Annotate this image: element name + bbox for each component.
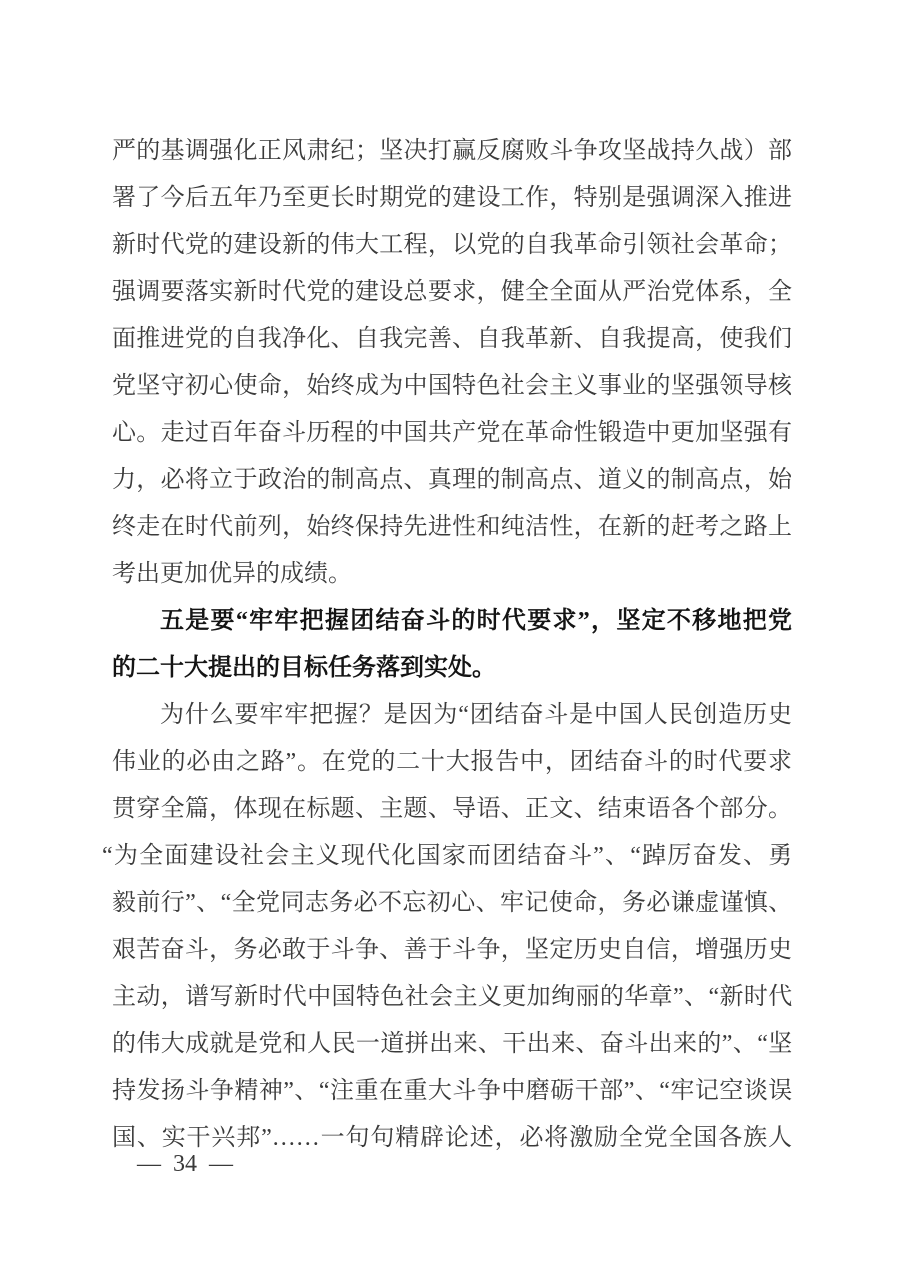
heading-line: 五是要“牢牢把握团结奋斗的时代要求”，坚定不移地把党: [160, 608, 792, 634]
text-line: 新时代党的建设新的伟大工程，以党的自我革命引领社会革命；: [112, 232, 792, 258]
text-line: 的伟大成就是党和人民一道拼出来、干出来、奋斗出来的”、“坚: [112, 1031, 792, 1057]
text-line: 终走在时代前列，始终保持先进性和纯洁性，在新的赶考之路上: [112, 514, 792, 540]
text-line: 面推进党的自我净化、自我完善、自我革新、自我提高，使我们: [112, 326, 792, 352]
text-line: 主动，谱写新时代中国特色社会主义更加绚丽的华章”、“新时代: [112, 984, 792, 1010]
text-line: 持发扬斗争精神”、“注重在重大斗争中磨砺干部”、“牢记空谈误: [112, 1078, 792, 1104]
text-line: 心。走过百年奋斗历程的中国共产党在革命性锻造中更加坚强有: [112, 420, 792, 446]
text-line: 艰苦奋斗，务必敢于斗争、善于斗争，坚定历史自信，增强历史: [112, 937, 792, 963]
text-line: 贯穿全篇，体现在标题、主题、导语、正文、结束语各个部分。: [112, 796, 792, 822]
text-line: 党坚守初心使命，始终成为中国特色社会主义事业的坚强领导核: [112, 373, 792, 399]
footer-left-dash: —: [137, 1151, 161, 1177]
page-number: 34: [173, 1151, 197, 1177]
heading-line: 的二十大提出的目标任务落到实处。: [112, 655, 496, 681]
text-line: 力，必将立于政治的制高点、真理的制高点、道义的制高点，始: [112, 467, 792, 493]
text-block: [102, 128, 792, 1162]
text-line: 严的基调强化正风肃纪；坚决打赢反腐败斗争攻坚战持久战）部: [112, 138, 792, 164]
page-footer: [137, 1149, 233, 1179]
text-line: 署了今后五年乃至更长时期党的建设工作，特别是强调深入推进: [112, 185, 792, 211]
text-line: 为什么要牢牢把握？是因为“团结奋斗是中国人民创造历史: [160, 702, 792, 728]
text-line: “为全面建设社会主义现代化国家而团结奋斗”、“踔厉奋发、勇: [102, 843, 792, 869]
text-line: 毅前行”、“全党同志务必不忘初心、牢记使命，务必谦虚谨慎、: [112, 890, 792, 916]
text-line: 国、实干兴邦”……一句句精辟论述，必将激励全党全国各族人: [112, 1125, 792, 1151]
footer-right-dash: —: [209, 1151, 233, 1177]
text-line: 伟业的必由之路”。在党的二十大报告中，团结奋斗的时代要求: [112, 749, 792, 775]
text-line: 考出更加优异的成绩。: [112, 561, 352, 587]
text-line: 强调要落实新时代党的建设总要求，健全全面从严治党体系，全: [112, 279, 792, 305]
